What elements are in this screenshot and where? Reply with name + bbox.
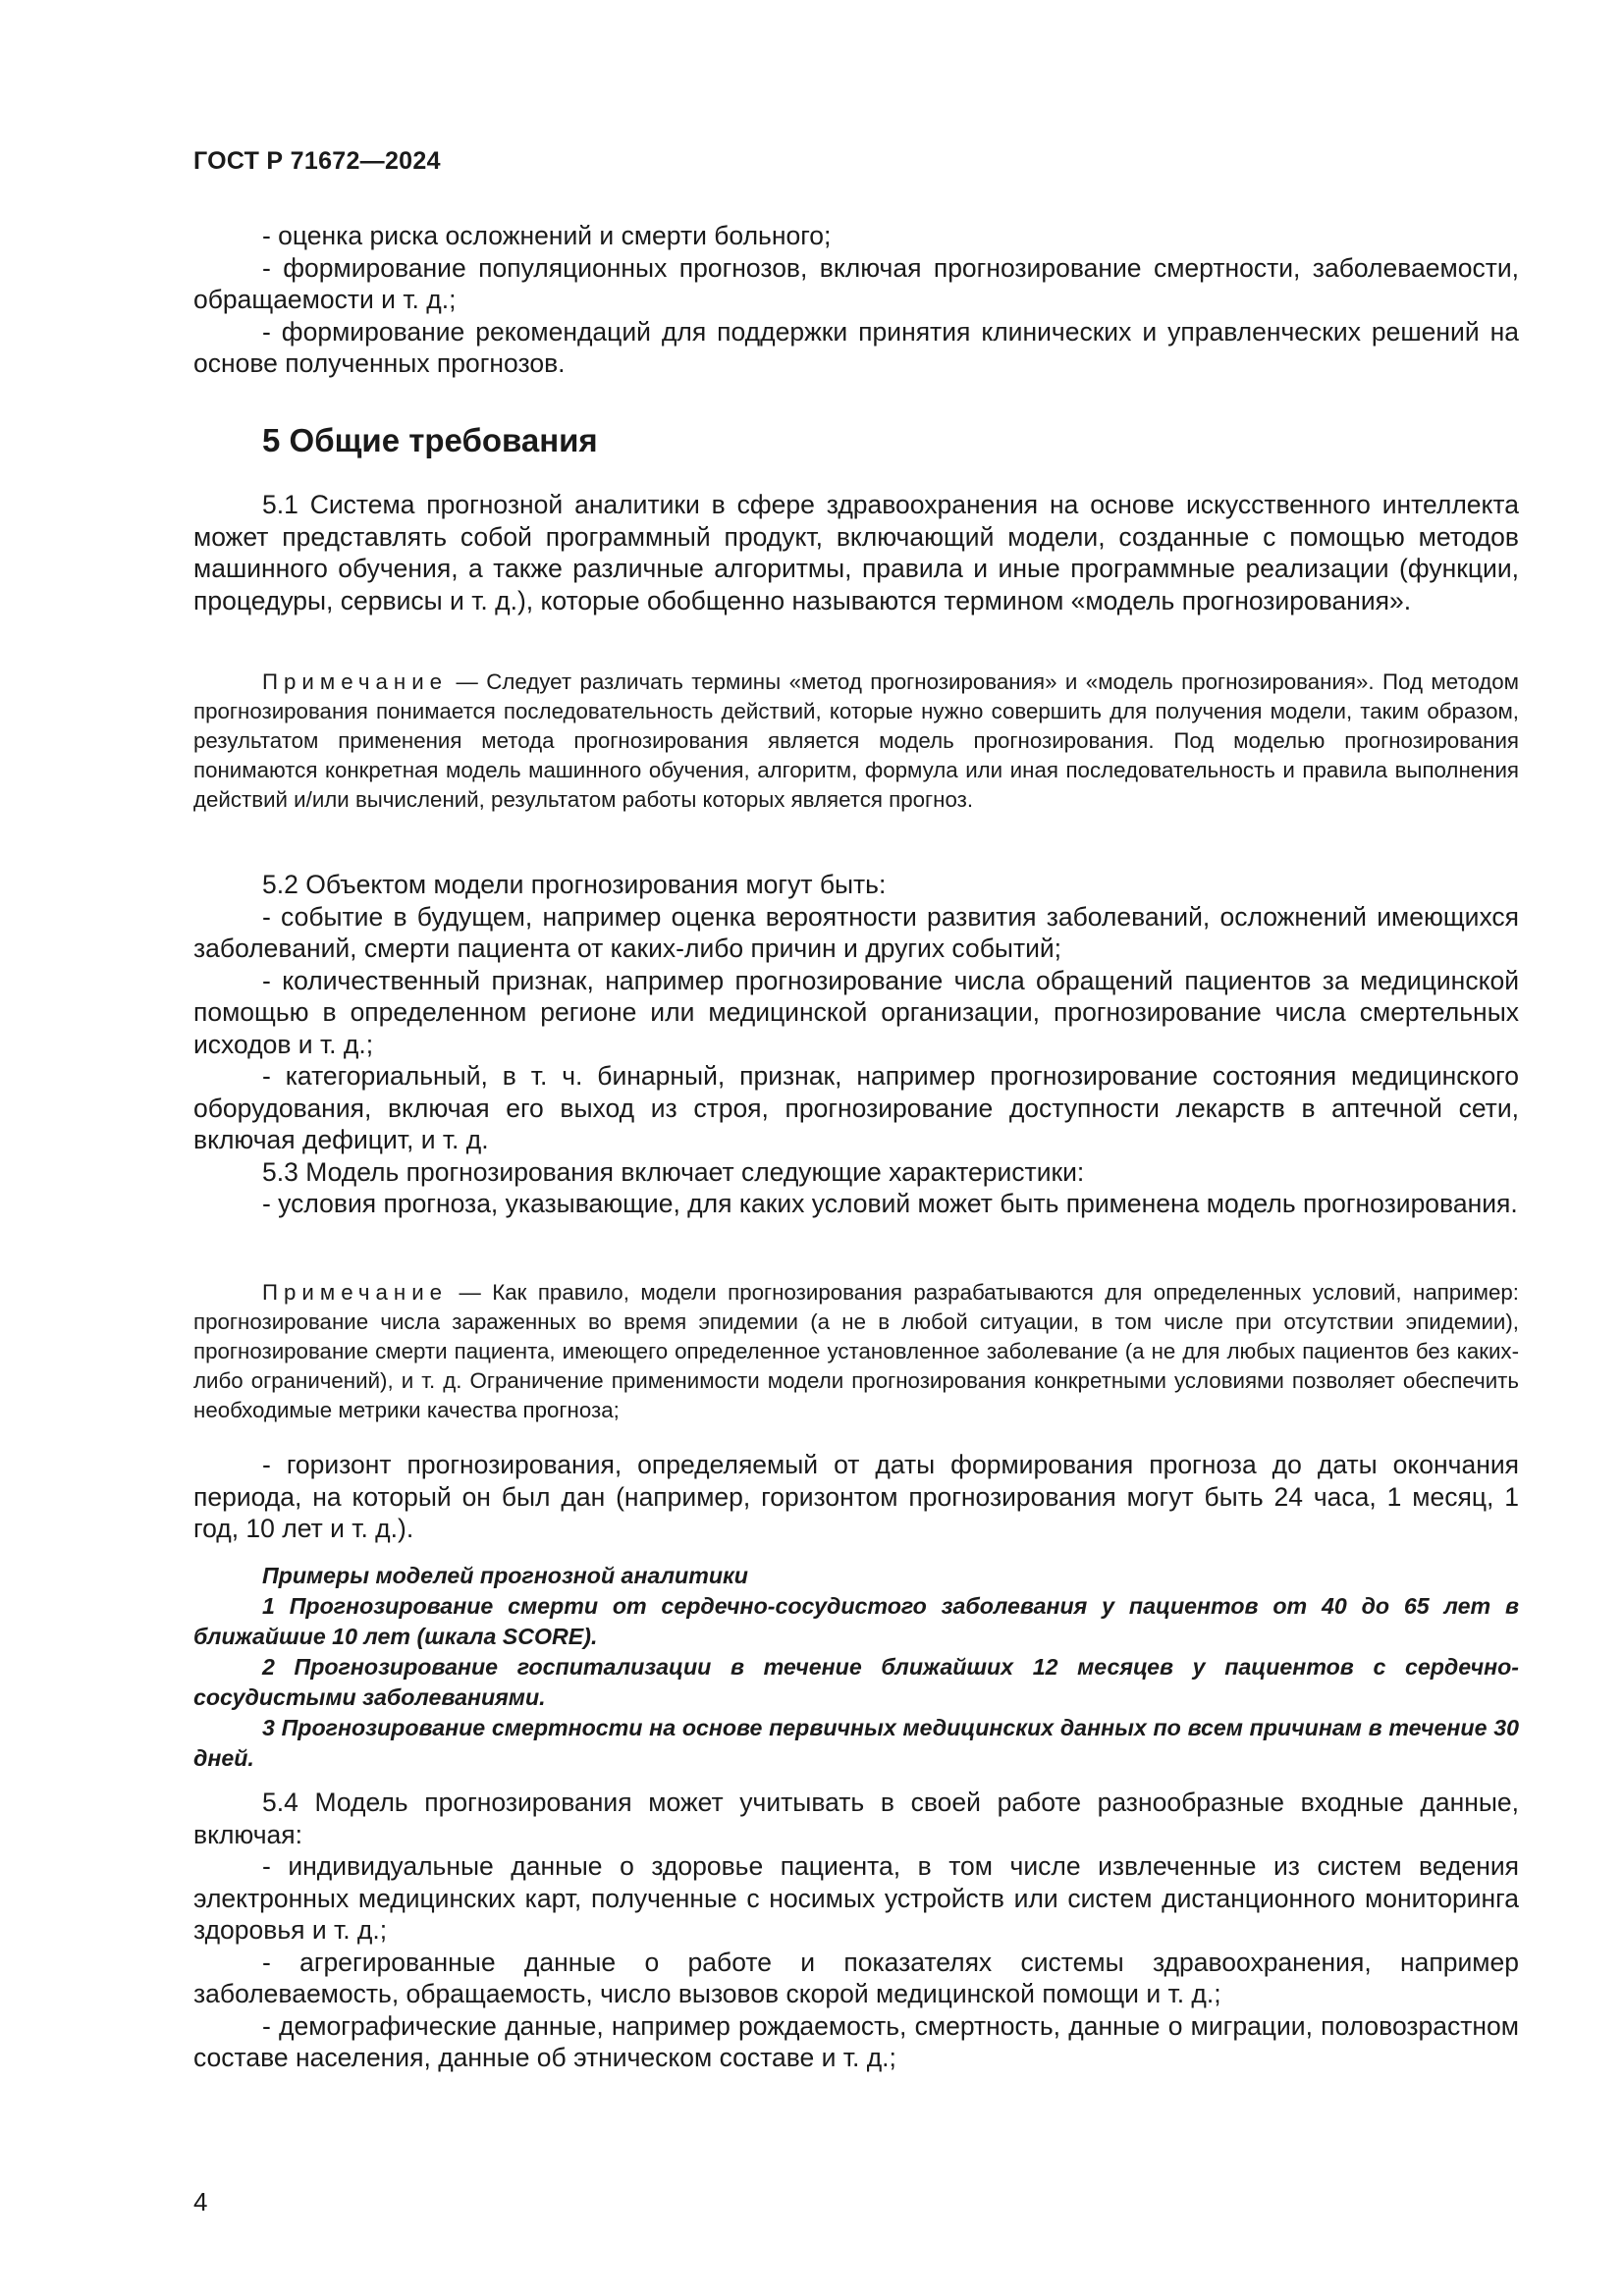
page-number: 4 <box>193 2187 208 2216</box>
note-1 <box>193 667 1519 815</box>
list-item: - событие в будущем, например оценка вероятности развития заболеваний, осложнений имеющихся заболеваний, смерти пациента от каких-либо причин и других событий; <box>193 901 1519 963</box>
paragraph: 5.1 Система прогнозной аналитики в сфере здравоохранения на основе искусственного интеллекта может представлять собой программный продукт, включающий модели, созданные с помощью методов машинного обучения, а также различные алгоритмы, правила и иные программные реализации (функции, процедуры, сервисы и т. д.), которые обобщенно называются термином «модель прогнозирования». <box>193 490 1519 615</box>
note-label: Примечание <box>262 669 449 694</box>
note-label: Примечание <box>262 1280 449 1305</box>
clause-5-3-item-2 <box>193 1449 1519 1545</box>
clause-5-2 <box>193 869 1519 1220</box>
list-item: - условия прогноза, указывающие, для каких условий может быть применена модель прогнозирования. <box>262 1189 1518 1218</box>
paragraph: 5.4 Модель прогнозирования может учитывать в своей работе разнообразные входные данные, включая: <box>193 1788 1519 1849</box>
intro-item: - формирование рекомендаций для поддержки принятия клинических и управленческих решений на основе полученных прогнозов. <box>193 316 1519 378</box>
list-item: - демографические данные, например рождаемость, смертность, данные о миграции, половозрастном составе населения, данные об этническом составе и т. д.; <box>193 2010 1519 2072</box>
clause-5-4 <box>193 1787 1519 2074</box>
list-item: - количественный признак, например прогнозирование числа обращений пациентов за медицинской помощью в определенном регионе или медицинской организации, прогнозирование числа смертельных исходов и т. д.; <box>193 965 1519 1059</box>
list-item: - горизонт прогнозирования, определяемый от даты формирования прогноза до даты окончания периода, на который он был дан (например, горизонтом прогнозирования могут быть 24 часа, 1 месяц, 1 год, 10 лет и т. д.). <box>193 1450 1519 1543</box>
note-2 <box>193 1278 1519 1425</box>
document-header: ГОСТ Р 71672—2024 <box>193 147 441 175</box>
paragraph: 5.3 Модель прогнозирования включает следующие характеристики: <box>262 1156 1085 1187</box>
intro-list <box>193 220 1519 380</box>
list-item: - агрегированные данные о работе и показателях системы здравоохранения, например заболеваемость, обращаемость, число вызовов скорой медицинской помощи и т. д.; <box>193 1947 1519 2008</box>
paragraph: 5.2 Объектом модели прогнозирования могут быть: <box>262 870 887 899</box>
section-title: 5 Общие требования <box>262 422 598 458</box>
list-item: - категориальный, в т. ч. бинарный, признак, например прогнозирование состояния медицинского оборудования, включая его выход из строя, прогнозирование доступности лекарств в аптечной сети, включая дефицит, и т. д. <box>193 1061 1519 1154</box>
list-item: - индивидуальные данные о здоровье пациента, в том числе извлеченные из систем ведения электронных медицинских карт, полученные с носимых устройств или систем дистанционного мониторинга здоровья и т. д.; <box>193 1851 1519 1945</box>
examples-block <box>193 1561 1519 1774</box>
clause-5-1 <box>193 489 1519 616</box>
examples-title: Примеры моделей прогнозной аналитики <box>262 1563 748 1588</box>
example-item: 2 Прогнозирование госпитализации в течение ближайших 12 месяцев у пациентов с сердечно-сосудистыми заболеваниями. <box>193 1654 1519 1710</box>
example-item: 1 Прогнозирование смерти от сердечно-сосудистого заболевания у пациентов от 40 до 65 лет в ближайшие 10 лет (шкала SCORE). <box>193 1593 1519 1649</box>
intro-item: - оценка риска осложнений и смерти больного; <box>262 221 832 250</box>
example-item: 3 Прогнозирование смертности на основе первичных медицинских данных по всем причинам в течение 30 дней. <box>193 1715 1519 1771</box>
intro-item: - формирование популяционных прогнозов, включая прогнозирование смертности, заболеваемости, обращаемости и т. д.; <box>193 252 1519 314</box>
note-text: — Следует различать термины «метод прогнозирования» и «модель прогнозирования». Под методом прогнозирования понимается последовательность действий, которые нужно совершить для получения модели, таким образом, результатом применения метода прогнозирования является модель прогнозирования. Под моделью прогнозирования понимаются конкретная модель машинного обучения, алгоритм, формула или иная последовательность и правила выполнения действий и/или вычислений, результатом работы которых является прогноз. <box>193 669 1519 812</box>
note-text: — Как правило, модели прогнозирования разрабатываются для определенных условий, например: прогнозирование числа зараженных во время эпидемии (а не в любой ситуации, в том числе при отсутствии эпидемии), прогнозирование смерти пациента, имеющего определенное установленное заболевание (а не для любых пациентов без каких-либо ограничений), и т. д. Ограничение применимости модели прогнозирования конкретными условиями позволяет обеспечить необходимые метрики качества прогноза; <box>193 1280 1519 1422</box>
